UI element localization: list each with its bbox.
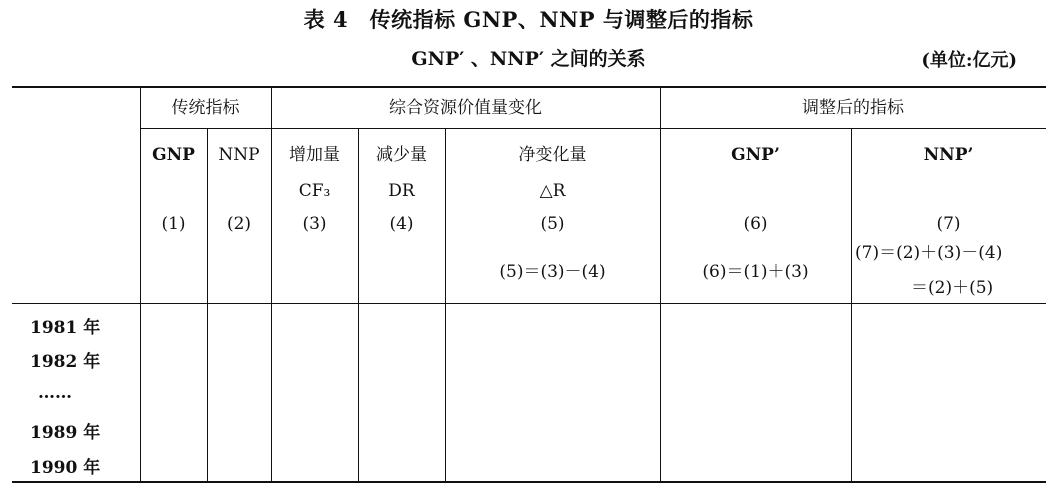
table-subtitle: GNP′ 、NNP′ 之间的关系 xyxy=(411,48,646,70)
col-number-2: (2) xyxy=(226,214,252,234)
group-adjusted: 调整后的指标 xyxy=(802,98,904,118)
col-number-5: (5) xyxy=(540,214,565,234)
col-divider-2 xyxy=(207,129,208,482)
table-bottom-border xyxy=(12,481,1046,483)
symbol-delta-r: △R xyxy=(539,181,566,201)
col-number-6: (6) xyxy=(743,214,768,234)
symbol-dr: DR xyxy=(388,181,415,201)
unit-label: (单位:亿元) xyxy=(921,50,1017,71)
header-body-divider xyxy=(12,303,1046,304)
row-label-1989: 1989 年 xyxy=(30,423,101,443)
symbol-cf3: CF₃ xyxy=(298,181,331,201)
formula-7-line1: (7)＝(2)＋(3)－(4) xyxy=(855,243,1003,263)
row-label-ellipsis: …… xyxy=(38,383,72,403)
formula-5: (5)＝(3)－(4) xyxy=(499,262,606,282)
col-nnp: NNP xyxy=(218,145,260,165)
col-number-7: (7) xyxy=(936,214,961,234)
group-traditional: 传统指标 xyxy=(171,98,240,118)
group-header-divider xyxy=(140,128,1046,129)
col-decrease: 减少量 xyxy=(376,145,427,165)
formula-6: (6)＝(1)＋(3) xyxy=(702,262,809,282)
row-label-1981: 1981 年 xyxy=(30,318,101,338)
table-title: 表 4 传统指标 GNP、NNP 与调整后的指标 xyxy=(303,7,754,32)
col-nnp-adjusted: NNP’ xyxy=(923,145,974,165)
group-resource-change: 综合资源价值量变化 xyxy=(389,98,542,118)
table-top-border xyxy=(12,86,1046,88)
col-gnp-adjusted: GNP’ xyxy=(731,145,780,165)
col-gnp: GNP xyxy=(152,145,195,165)
formula-7-line2: ＝(2)＋(5) xyxy=(911,278,994,298)
col-number-1: (1) xyxy=(161,214,186,234)
row-label-1982: 1982 年 xyxy=(30,352,101,372)
col-number-4: (4) xyxy=(389,214,414,234)
col-increase: 增加量 xyxy=(289,145,340,165)
col-net-change: 净变化量 xyxy=(518,145,587,165)
col-divider-7 xyxy=(851,129,852,482)
row-label-1990: 1990 年 xyxy=(30,458,101,478)
col-number-3: (3) xyxy=(302,214,327,234)
